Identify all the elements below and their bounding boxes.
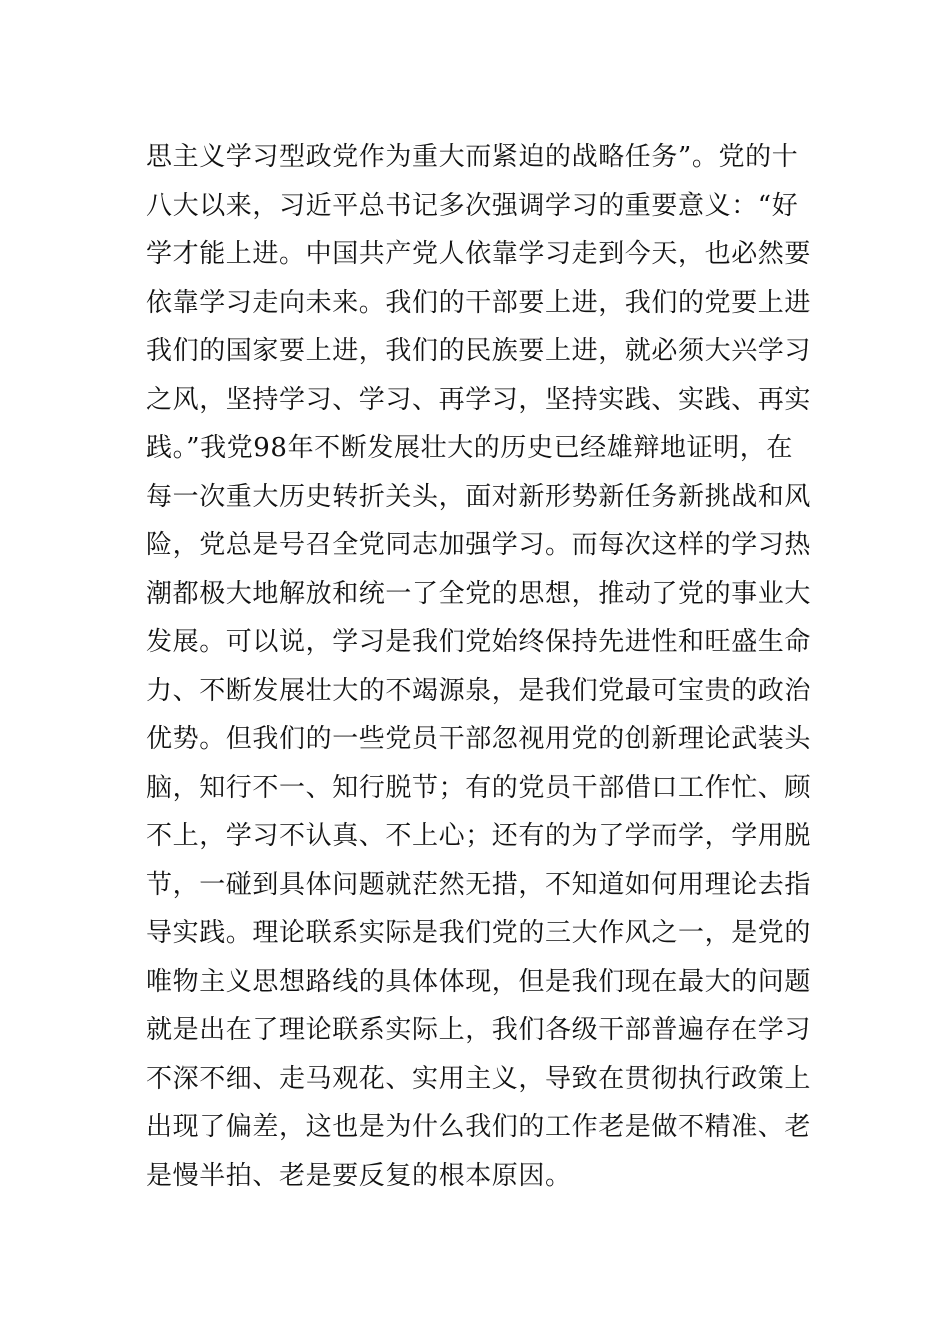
text-line: 力、不断发展壮大的不竭源泉，是我们党最可宝贵的政治 <box>146 675 812 706</box>
text-line: 唯物主义思想路线的具体体现，但是我们现在最大的问题 <box>146 966 812 997</box>
text-line: 就是出在了理论联系实际上，我们各级干部普遍存在学习 <box>146 1015 812 1045</box>
text-line: 不深不细、走马观花、实用主义，导致在贯彻执行政策上 <box>146 1063 812 1094</box>
text-line: 导实践。理论联系实际是我们党的三大作风之一，是党的 <box>146 918 812 948</box>
text-line: 依靠学习走向未来。我们的干部要上进，我们的党要上进 <box>146 287 812 318</box>
body-paragraph <box>146 133 826 1200</box>
text-line: 每一次重大历史转折关头，面对新形势新任务新挑战和风 <box>146 481 812 512</box>
text-line: 思主义学习型政党作为重大而紧迫的战略任务”。党的十 <box>146 142 799 172</box>
text-line: 之风，坚持学习、学习、再学习，坚持实践、实践、再实 <box>146 384 812 415</box>
text-line: 险，党总是号召全党同志加强学习。而每次这样的学习热 <box>146 530 812 560</box>
text-line: 学才能上进。中国共产党人依靠学习走到今天，也必然要 <box>146 239 812 269</box>
text-line: 八大以来，习近平总书记多次强调学习的重要意义：“好 <box>146 190 799 221</box>
text-line: 践。”我党98年不断发展壮大的历史已经雄辩地证明，在 <box>146 433 793 463</box>
text-line: 不上，学习不认真、不上心；还有的为了学而学，学用脱 <box>146 821 812 851</box>
text-line: 发展。可以说，学习是我们党始终保持先进性和旺盛生命 <box>146 627 812 657</box>
text-line: 脑，知行不一、知行脱节；有的党员干部借口工作忙、顾 <box>146 772 812 803</box>
text-line: 优势。但我们的一些党员干部忽视用党的创新理论武装头 <box>146 724 812 754</box>
text-line: 是慢半拍、老是要反复的根本原因。 <box>146 1160 572 1191</box>
text-line: 我们的国家要上进，我们的民族要上进，就必须大兴学习 <box>146 336 812 366</box>
text-line: 潮都极大地解放和统一了全党的思想，推动了党的事业大 <box>146 578 812 609</box>
text-line: 出现了偏差，这也是为什么我们的工作老是做不精准、老 <box>146 1112 812 1142</box>
text-line: 节，一碰到具体问题就茫然无措，不知道如何用理论去指 <box>146 869 812 900</box>
